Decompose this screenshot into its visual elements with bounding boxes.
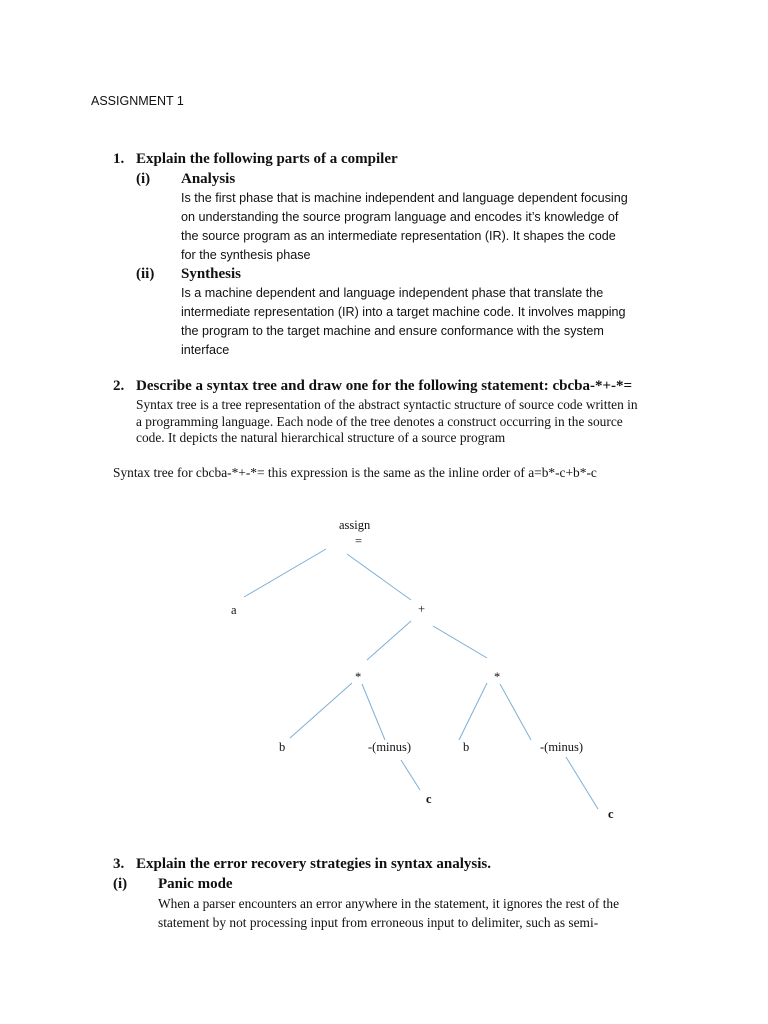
tree-edges: [244, 549, 598, 809]
edge-plus-star-left: [367, 621, 411, 660]
assignment-title: ASSIGNMENT 1: [91, 94, 184, 108]
q1-part1-label: (i): [136, 171, 151, 187]
q1-part2-heading: Synthesis: [181, 266, 242, 282]
tree-node-minus-right: -(minus): [540, 740, 584, 754]
edge-minus-left-c: [401, 760, 420, 790]
answer-line: When a parser encounters an error anywhere in the statement, it ignores the rest of the: [158, 896, 620, 911]
q1-text: Explain the following parts of a compiler: [136, 151, 398, 167]
answer-line: interface: [181, 343, 230, 357]
q1-number: 1.: [113, 151, 125, 167]
edge-star-left-minus: [362, 684, 385, 740]
answer-line: on understanding the source program language and encodes it’s knowledge of: [181, 210, 619, 224]
q2-number: 2.: [113, 378, 125, 394]
edge-star-right-b: [459, 683, 487, 740]
q1-part2-label: (ii): [136, 266, 155, 282]
tree-caption: Syntax tree for cbcba-*+-*= this expression is the same as the inline order of a=b*-c+b*-c: [113, 465, 597, 480]
answer-line: Is the first phase that is machine independent and language dependent focusing: [181, 191, 628, 205]
tree-node-plus: +: [418, 602, 426, 616]
edge-star-right-minus: [500, 684, 531, 740]
q1-part1-heading: Analysis: [181, 171, 236, 187]
answer-line: Syntax tree is a tree representation of the abstract syntactic structure of source code written in: [136, 397, 638, 412]
tree-node-star-left: *: [355, 670, 362, 684]
answer-line: intermediate representation (IR) into a target machine code. It involves mapping: [181, 305, 626, 319]
q2-text: Describe a syntax tree and draw one for the following statement: cbcba-*+-*=: [136, 378, 633, 394]
tree-node-b-left: b: [279, 740, 286, 754]
q3-part1-answer: [158, 894, 698, 932]
answer-line: for the synthesis phase: [181, 248, 311, 262]
tree-node-equals: =: [355, 534, 363, 548]
edge-root-plus: [347, 554, 411, 600]
tree-node-c-left: c: [426, 792, 432, 806]
answer-line: the source program as an intermediate representation (IR). It shapes the code: [181, 229, 616, 243]
tree-node-b-right: b: [463, 740, 470, 754]
answer-line: the program to the target machine and ensure conformance with the system: [181, 324, 604, 338]
tree-node-a: a: [231, 603, 237, 617]
q3-part1-label: (i): [113, 876, 128, 892]
tree-node-minus-left: -(minus): [368, 740, 412, 754]
tree-node-star-right: *: [494, 670, 501, 684]
answer-line: code. It depicts the natural hierarchical structure of a source program: [136, 430, 506, 445]
q3-number: 3.: [113, 856, 125, 872]
tree-node-c-right: c: [608, 807, 614, 821]
answer-line: a programming language. Each node of the tree denotes a construct occurring in the source: [136, 413, 623, 429]
answer-line: Is a machine dependent and language independent phase that translate the: [181, 286, 604, 300]
edge-root-a: [244, 549, 326, 597]
answer-line: statement by not processing input from erroneous input to delimiter, such as semi-: [158, 915, 599, 930]
tree-node-assign: assign: [339, 518, 371, 532]
edge-minus-right-c: [566, 757, 598, 809]
edge-star-left-b: [290, 683, 352, 738]
q3-text: Explain the error recovery strategies in syntax analysis.: [136, 856, 491, 872]
q3-part1-heading: Panic mode: [158, 876, 233, 892]
edge-plus-star-right: [433, 626, 487, 658]
